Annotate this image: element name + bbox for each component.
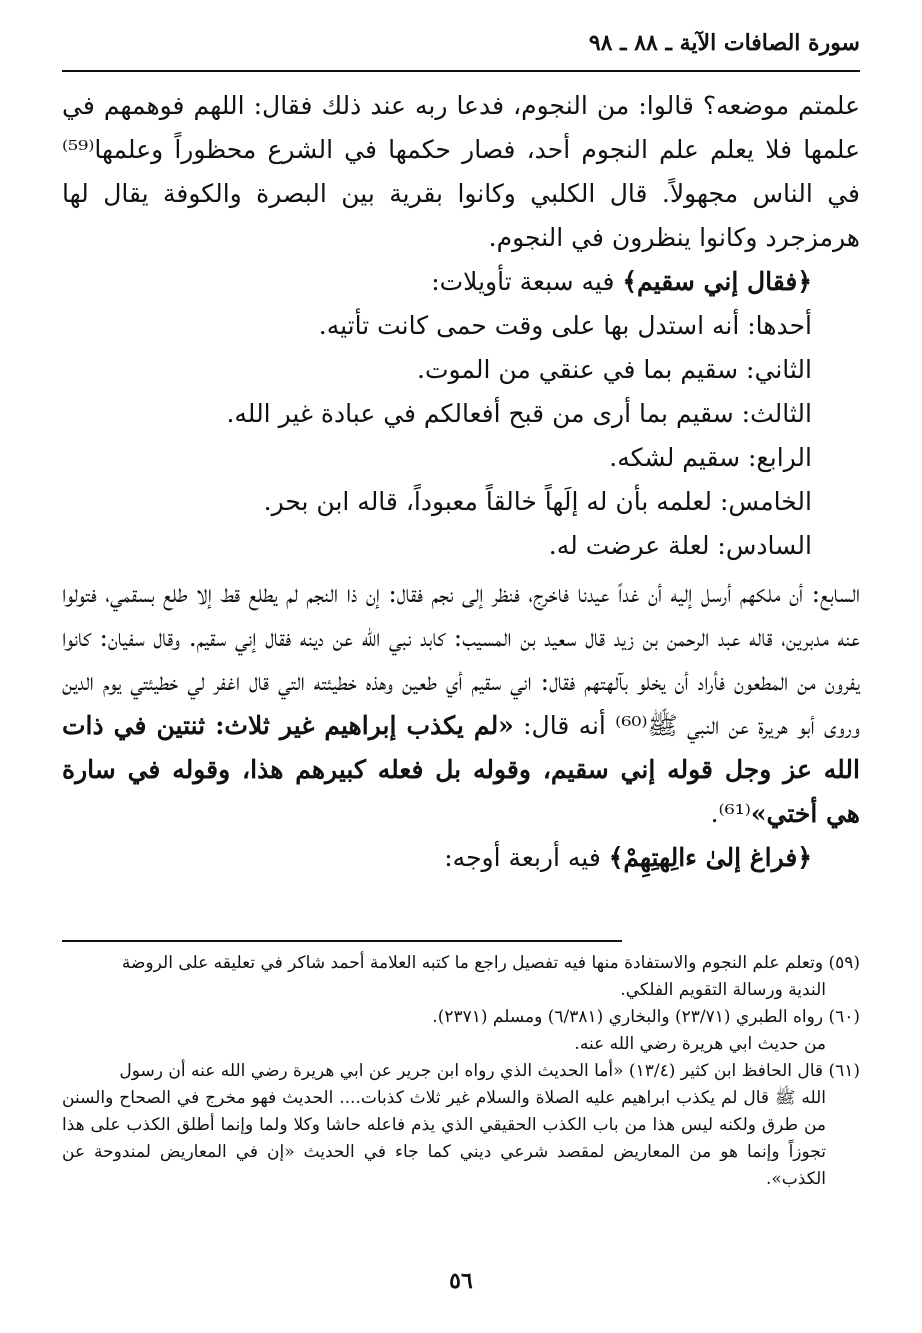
verse-intro-1: فيه سبعة تأويلات: (431, 267, 623, 296)
interpretation-6: السادس: لعلة عرضت له. (548, 531, 812, 560)
main-text (62, 84, 860, 880)
interpretation-3: الثالث: سقيم بما أرى من قبح أفعالكم في عبادة غير الله. (226, 399, 812, 428)
page-number: ٥٦ (449, 1268, 473, 1294)
verse-heading-2 (62, 836, 860, 880)
footnote-61-continued: الله ﷺ قال لم يكذب ابراهيم عليه الصلاة والسلام غير ثلاث كذبات.... الحديث فهو مخرج في الصحاح والسنن من طرق ولكنه ليس هذا من باب الكذب الحقيقي الذي يذم فاعله حاشا وكلا ولما وإنما أطلق الكذب على هذا تجوزاً وإنما هو من المعاريض لمقصد شرعي ديني كما جاء في الحديث «إن في المعاريض لمندوحة عن الكذب». (62, 1088, 826, 1189)
verse-heading-1 (62, 260, 860, 304)
paragraph-2 (62, 572, 860, 836)
verse-quote-2: ﴿فراغ إلىٰ ءالِهتِهِمْ﴾ (608, 843, 812, 872)
footnote-59-continued: الندية ورسالة التقويم الفلكي. (620, 980, 826, 1000)
interpretation-1: أحدها: أنه استدل بها على وقت حمى كانت تأتيه. (318, 311, 812, 340)
hadith-quote: «لم يكذب إبراهيم غير ثلاث: ثنتين في ذات الله عز وجل قوله إني سقيم، وقوله بل فعله كبيرهم هذا، وقوله في سارة هي أختي» (62, 711, 860, 828)
verse-quote-1: ﴿فقال إني سقيم﴾ (622, 267, 812, 296)
paragraph-2-text: السابع: أن ملكهم أرسل إليه أن غداً عيدنا فاخرج، فنظر إلى نجم فقال: إن ذا النجم لم يطلع قط إلا طلع بسقمي، فتولوا عنه مدبرين، قاله عبد الرحمن بن زيد قال سعيد بن المسيب: كابد نبي الله عن دينه فقال إني سقيم. وقال سفيان: كانوا يفرون من المطعون فأراد أن يخلو بآلهتهم فقال: اني سقيم أي طعين وهذه خطيئته التي قال اغفر لي خطيئتي يوم الدين وروى أبو هريرة عن النبي ﷺ⁽⁶⁰⁾ أنه قال: (62, 579, 860, 740)
footnote-60: (٦٠) رواه الطبري (٢٣/٧١) والبخاري (٦/٣٨١) ومسلم (٢٣٧١). (432, 1007, 860, 1027)
header-divider (62, 70, 860, 72)
interpretation-2: الثاني: سقيم بما في عنقي من الموت. (417, 355, 812, 384)
running-header: سورة الصافات الآية ـ ٨٨ ـ ٩٨ (588, 30, 860, 56)
footnote-60-continued: من حديث ابي هريرة رضي الله عنه. (574, 1034, 826, 1054)
footnote-divider (62, 940, 622, 942)
footnote-ref-61: ⁽⁶¹⁾. (710, 799, 751, 828)
footnote-61: (٦١) قال الحافظ ابن كثير (١٣/٤) «أما الحديث الذي رواه ابن جرير عن ابي هريرة رضي الله عنه أن رسول (119, 1061, 860, 1081)
interpretation-5: الخامس: لعلمه بأن له إلَهاً خالقاً معبوداً، قاله ابن بحر. (263, 487, 812, 516)
paragraph-1: علمتم موضعه؟ قالوا: من النجوم، فدعا ربه عند ذلك فقال: اللهم فوهمهم في علمها فلا يعلم علم النجوم أحد، فصار حكمها في الشرع محظوراً وعلمها⁽⁵⁹⁾ في الناس مجهولاً. قال الكلبي وكانوا بقرية بين البصرة والكوفة يقال لها هرمزجرد وكانوا ينظرون في النجوم. (62, 91, 860, 252)
interpretation-4: الرابع: سقيم لشكه. (609, 443, 812, 472)
verse-intro-2: فيه أربعة أوجه: (444, 843, 609, 872)
footnotes (62, 950, 860, 1193)
footnote-59: (٥٩) وتعلم علم النجوم والاستفادة منها فيه تفصيل راجع ما كتبه العلامة أحمد شاكر في تعليقه على الروضة (121, 953, 860, 973)
